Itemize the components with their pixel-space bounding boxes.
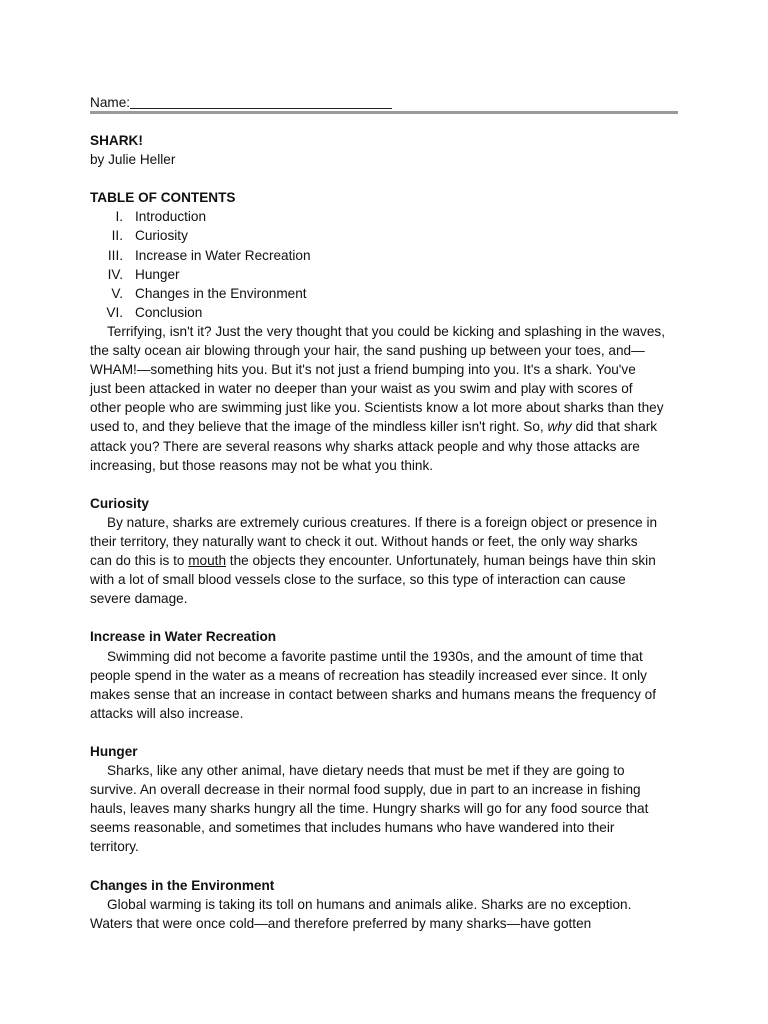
spacer	[90, 857, 680, 876]
byline: by Julie Heller	[90, 152, 176, 168]
toc-label: Conclusion	[135, 304, 203, 320]
text-run: used to, and they believe that the image of the mindless killer isn't right. So,	[90, 419, 544, 435]
toc-label: Changes in the Environment	[135, 285, 307, 301]
paragraph-line: Waters that were once cold—and therefore preferred by many sharks—have gotten	[90, 915, 592, 931]
paragraph-line: other people who are swimming just like you. Scientists know a lot more about sharks than they	[90, 400, 664, 416]
paragraph-line: people spend in the water as a means of recreation has steadily increased ever since. It only	[90, 667, 647, 683]
paragraph-line: territory.	[90, 839, 139, 855]
paragraph-line: By nature, sharks are extremely curious creatures. If there is a foreign object or presence in	[107, 514, 658, 530]
paragraph-line: Sharks, like any other animal, have dietary needs that must be met if they are going to	[107, 763, 625, 779]
paragraph-line: severe damage.	[90, 591, 188, 607]
spacer	[90, 475, 680, 494]
toc-numeral: III.	[107, 247, 123, 263]
spacer	[90, 608, 680, 627]
toc-label: Curiosity	[135, 228, 188, 244]
toc-numeral: V.	[111, 285, 123, 301]
section-heading: Hunger	[90, 744, 138, 759]
section-heading: Changes in the Environment	[90, 877, 275, 893]
name-blank-line	[130, 108, 392, 109]
header-rule	[90, 111, 678, 114]
paragraph-line: Terrifying, isn't it? Just the very thought that you could be kicking and splashing in the waves,	[107, 323, 665, 339]
paragraph-line: WHAM!—something hits you. But it's not just a friend bumping into you. It's a shark. You've	[90, 362, 636, 378]
toc-heading: TABLE OF CONTENTS	[90, 190, 236, 206]
paragraph-line: their territory, they naturally want to check it out. Without hands or feet, the only way sharks	[90, 533, 638, 549]
italic-why: why	[547, 419, 572, 435]
paragraph-line: increasing, but those reasons may not be what you think.	[90, 457, 434, 473]
paragraph-line: just been attacked in water no deeper than your waist as you swim and play with scores of	[90, 381, 633, 397]
document-body	[90, 131, 680, 933]
section-heading: Curiosity	[90, 495, 149, 511]
name-label: Name:	[90, 95, 131, 110]
toc-item	[90, 265, 680, 284]
toc-item	[90, 207, 680, 226]
paragraph-line: survive. An overall decrease in their normal food supply, due in part to an increase in fishing	[90, 782, 641, 798]
paragraph-line: Global warming is taking its toll on humans and animals alike. Sharks are no exception.	[107, 896, 632, 912]
text-run: the objects they encounter. Unfortunately, human beings have thin skin	[229, 553, 656, 569]
toc-numeral: VI.	[106, 304, 123, 320]
toc-label: Hunger	[135, 266, 180, 282]
toc-item	[90, 303, 680, 322]
paragraph-line: the salty ocean air blowing through your hair, the sand pushing up between your toes, and—	[90, 343, 645, 359]
paragraph-line	[90, 417, 680, 436]
section-heading: Increase in Water Recreation	[90, 629, 277, 645]
spacer	[90, 723, 680, 742]
spacer	[90, 169, 680, 188]
paragraph-line: Swimming did not become a favorite pastime until the 1930s, and the amount of time that	[107, 648, 643, 664]
toc-numeral: I.	[115, 209, 123, 225]
document-title: SHARK!	[90, 133, 143, 148]
paragraph-line	[90, 551, 680, 570]
toc-numeral: II.	[111, 228, 123, 244]
text-run: can do this is to	[90, 553, 185, 569]
toc-item	[90, 226, 680, 245]
paragraph-line: attacks will also increase.	[90, 705, 244, 721]
toc-item	[90, 284, 680, 303]
paragraph-line: attack you? There are several reasons why sharks attack people and why those attacks are	[90, 438, 640, 454]
toc-label: Increase in Water Recreation	[135, 247, 311, 263]
paragraph-line: with a lot of small blood vessels close to the surface, so this type of interaction can cause	[90, 572, 626, 588]
text-run: did that shark	[575, 419, 658, 435]
toc-label: Introduction	[135, 209, 207, 225]
name-field	[90, 93, 680, 113]
paragraph-line: makes sense that an increase in contact between sharks and humans means the frequency of	[90, 686, 656, 702]
toc-numeral: IV.	[107, 266, 123, 282]
paragraph-line: hauls, leaves many sharks hungry all the time. Hungry sharks will go for any food source that	[90, 801, 649, 817]
underlined-mouth: mouth	[188, 553, 227, 569]
paragraph-line: seems reasonable, and sometimes that includes humans who have wandered into their	[90, 820, 615, 836]
toc-item	[90, 246, 680, 265]
